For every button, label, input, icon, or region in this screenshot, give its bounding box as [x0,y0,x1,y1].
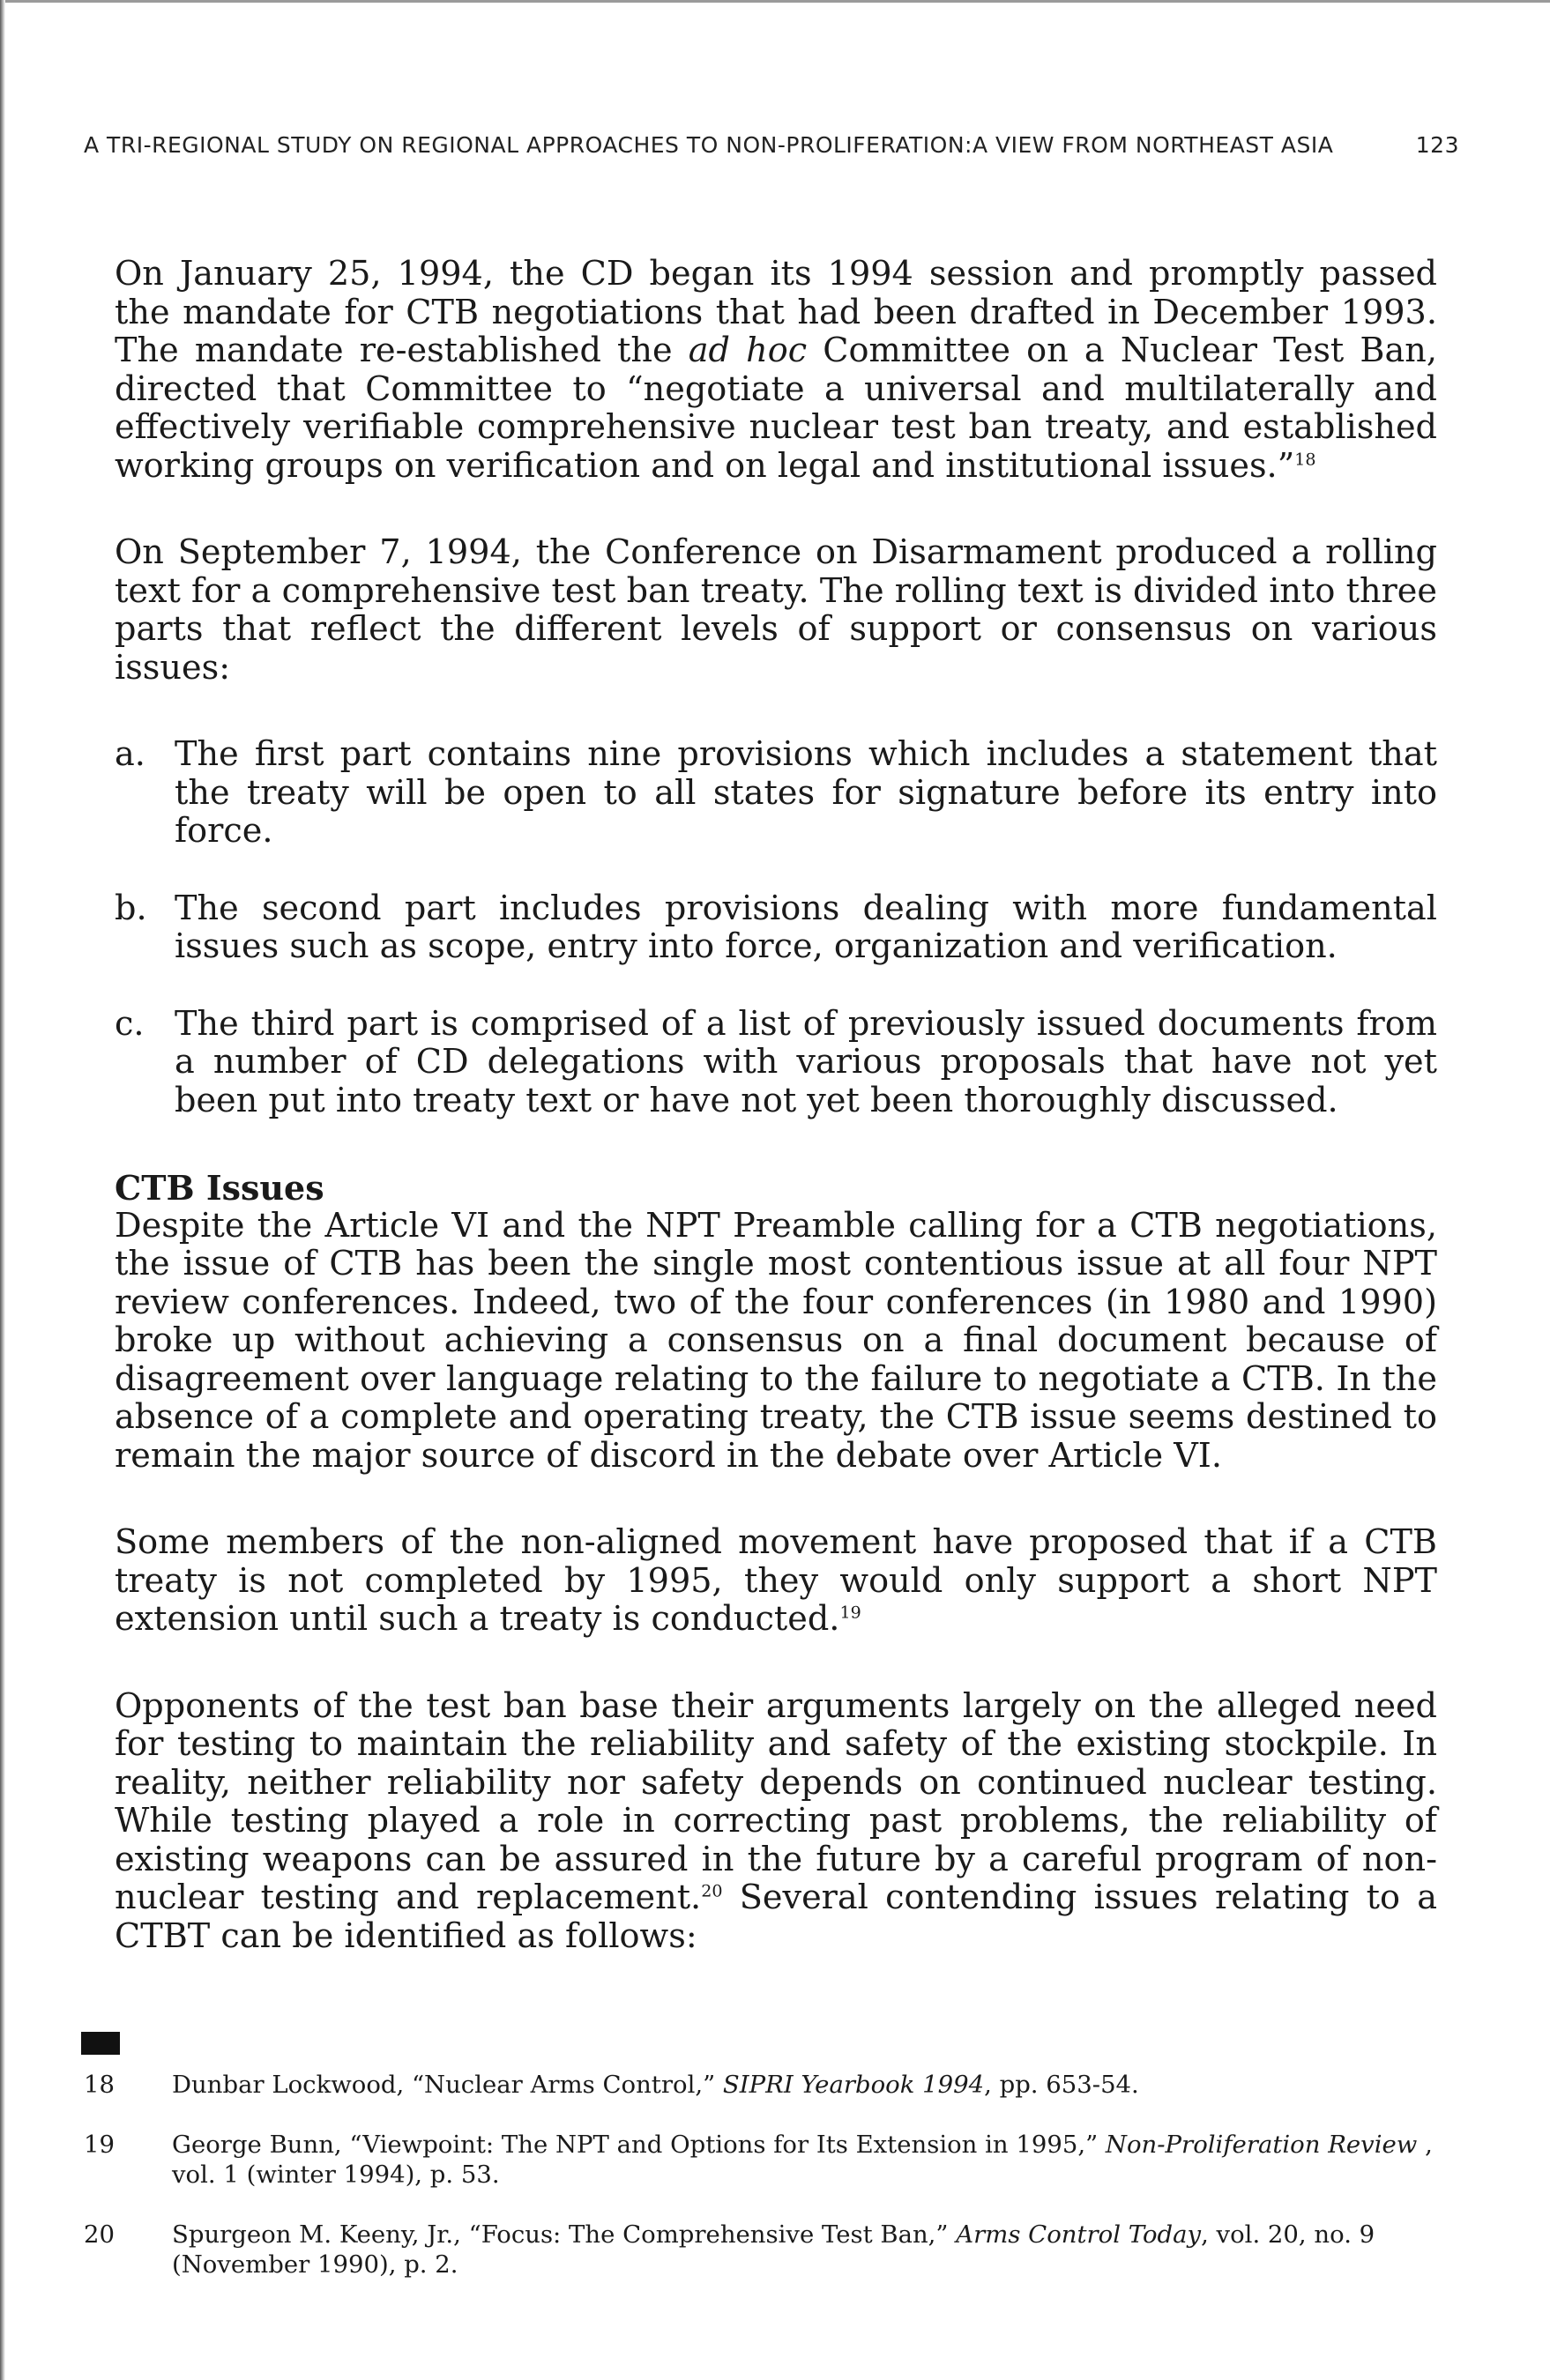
footnote-text: Spurgeon M. Keeny, Jr., “Focus: The Comprehensive Test Ban,” Arms Control Today, vol. 20, no. 9 (November 1990), p. 2. [172,2220,1375,2279]
footnotes [84,2070,1442,2280]
list-item [115,1006,1437,1121]
running-title: A TRI-REGIONAL STUDY ON REGIONAL APPROACHES TO NON-PROLIFERATION:A VIEW FROM NORTHEAST ASIA [84,132,1334,158]
paragraph-opponents: Opponents of the test ban base their arguments largely on the alleged need for testing to maintain the reliability and safety of the existing stockpile. In reality, neither reliability nor safety depends on continued nuclear testing. While testing played a role in correcting past problems, the reliability of existing weapons can be assured in the future by a careful program of non-nuclear testing and replacement.$^{20}$ Several contending issues relating to a CTBT can be identified as follows: [115,1686,1437,1956]
paragraph-cd-session: On January 25, 1994, the CD began its 1994 session and promptly passed the mandate for CTB negotiations that had been drafted in December 1993. The mandate re-established the ad hoc Committee on a Nuclear Test Ban, directed that Committee to “negotiate a universal and multilaterally and effectively verifiable comprehensive nuclear test ban treaty, and established working groups on verification and on legal and institutional issues.”$^{18}$ [115,255,1437,486]
footnote-ref-20[interactable]: 20 [701,1880,723,1901]
list-item-text: The third part is comprised of a list of previously issued documents from a number of CD delegations with various proposals that have not yet been put into treaty text or have not yet been thoroughly discussed. [175,1004,1437,1120]
paragraph-non-aligned: Some members of the non-aligned movement have proposed that if a CTB treaty is not completed by 1995, they would only support a short NPT extension until such a treaty is conducted.$^{19}$ [115,1523,1437,1639]
footnote-ref-19[interactable]: 19 [839,1602,861,1623]
footnote-text: George Bunn, “Viewpoint: The NPT and Options for Its Extension in 1995,” Non-Proliferation Review , vol. 1 (winter 1994), p. 53. [172,2131,1433,2189]
footnote-ref-18[interactable]: 18 [1294,448,1316,469]
list-item-text: The second part includes provisions dealing with more fundamental issues such as scope, entry into force, organization and verification. [175,889,1437,966]
footnote-number: 20 [84,2220,115,2249]
list-item-text: The first part contains nine provisions which includes a statement that the treaty will be open to all states for signature before its entry into force. [175,735,1437,851]
list-item [115,736,1437,852]
list-marker: b. [115,889,147,928]
list-marker: c. [115,1004,145,1044]
paragraph-ctb-contention: Despite the Article VI and the NPT Preamble calling for a CTB negotiations, the issue of CTB has been the single most contentious issue at all four NPT review conferences. Indeed, two of the four conferences (in 1980 and 1990) broke up without achieving a consensus on a final document because of disagreement over language relating to the failure to negotiate a CTB. In the absence of a complete and operating treaty, the CTB issue seems destined to remain the major source of discord in the debate over Article VI. [115,1206,1437,1476]
running-head [84,132,1459,158]
footnote [84,2220,1442,2280]
footnote-text: Dunbar Lockwood, “Nuclear Arms Control,” SIPRI Yearbook 1994, pp. 653-54. [172,2071,1139,2099]
footnote-separator-mark [81,2032,120,2055]
scan-edge-top [0,0,1550,3]
list-item [115,890,1437,967]
rolling-text-parts-list [115,736,1437,1120]
footnote-number: 18 [84,2071,115,2099]
list-marker: a. [115,735,145,774]
footnote [84,2130,1442,2190]
page-number: 123 [1415,132,1459,158]
section-heading-ctb-issues: CTB Issues [115,1168,324,1208]
footnote [84,2070,1442,2100]
paragraph-rolling-text: On September 7, 1994, the Conference on Disarmament produced a rolling text for a comprehensive test ban treaty. The rolling text is divided into three parts that reflect the different levels of support or consensus on various issues: [115,533,1437,688]
main-text [115,256,1437,1956]
scan-edge-left [0,0,5,2380]
footnote-number: 19 [84,2131,115,2159]
italic-ad-hoc: ad hoc [688,331,808,370]
